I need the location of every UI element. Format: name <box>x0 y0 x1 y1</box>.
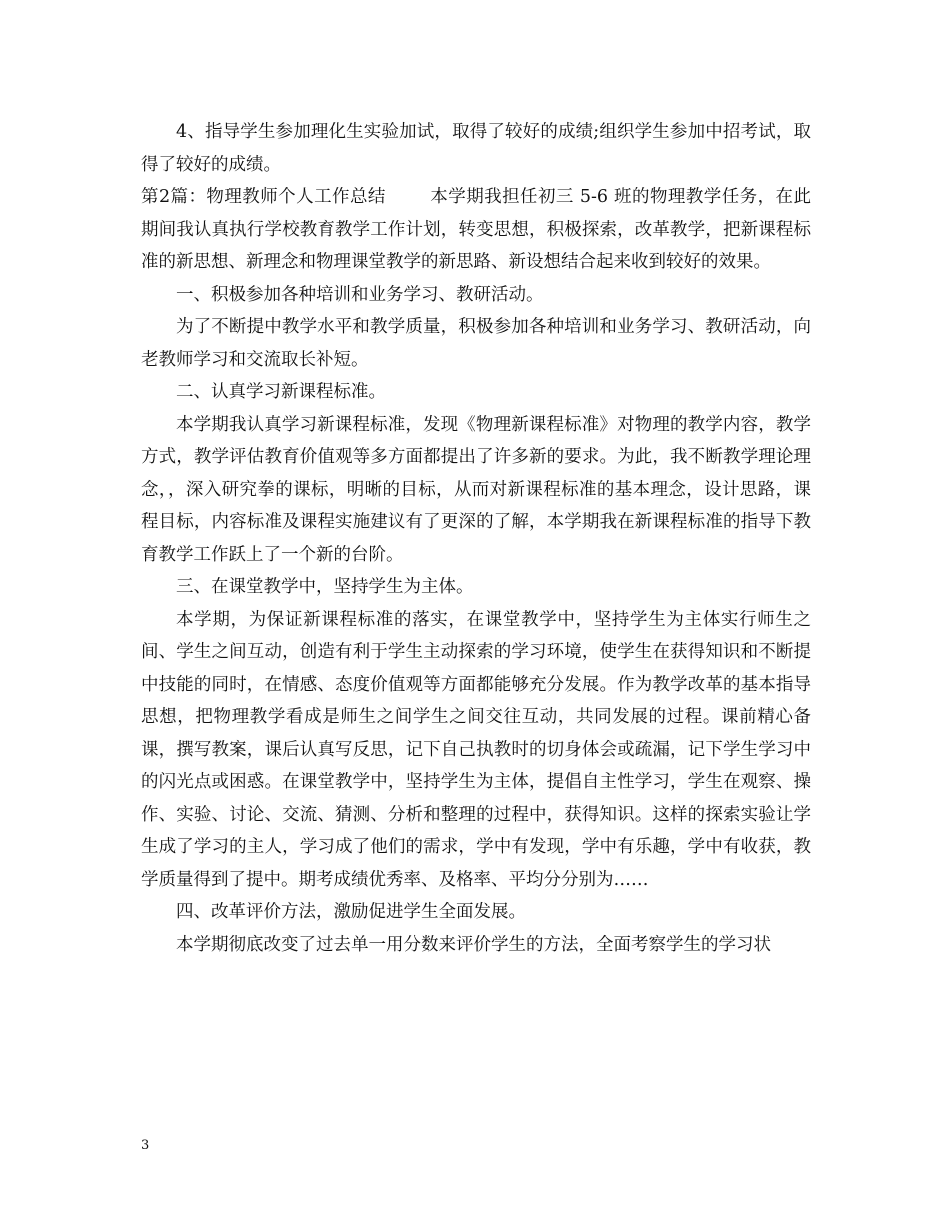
paragraph-curriculum-standard: 本学期我认真学习新课程标准，发现《物理新课程标准》对物理的教学内容，教学方式，教学评估教育价值观等多方面都提出了许多新的要求。为此，我不断教学理论理念，，深入研究拳的课标，明晰的目标，从而对新课程标准的基本理念，设计思路，课程目标，内容标准及课程实施建议有了更深的了解，本学期我在新课程标准的指导下教育教学工作跃上了一个新的台阶。 <box>141 414 811 565</box>
article-heading: 第2篇：物理教师个人工作总结 <box>141 187 386 207</box>
paragraph-experiment-results: 4、指导学生参加理化生实验加试，取得了较好的成绩;组织学生参加中招考试，取得了较好的成绩。 <box>141 122 811 175</box>
paragraph-classroom-teaching: 本学期，为保证新课程标准的落实，在课堂教学中，坚持学生为主体实行师生之间、学生之间互动，创造有利于学生主动探索的学习环境，使学生在获得知识和不断提中技能的同时，在情感、态度价值观等方面都能够充分发展。作为教学改革的基本指导思想，把物理教学看成是师生之间学生之间交往互动，共同发展的过程。课前精心备课，撰写教案，课后认真写反思，记下自己执教时的切身体会或疏漏，记下学生学习中的闪光点或困惑。在课堂教学中，坚持学生为主体，提倡自主性学习，学生在观察、操作、实验、讨论、交流、猜测、分析和整理的过程中，获得知识。这样的探索实验让学生成了学习的主人，学习成了他们的需求，学中有发现，学中有乐趣，学中有收获，教学质量得到了提中。期考成绩优秀率、及格率、平均分分别为…… <box>141 609 811 890</box>
article-intro-text: 本学期我担任初三 5-6 班的物理教学任务，在此期间我认真执行学校教育教学工作计划，转变思想，积极探索，改革教学，把新课程标准的新思想、新理念和物理课堂教学的新思路、新设想结合起来收到较好的效果。 <box>141 187 811 272</box>
section-heading-2: 二、认真学习新课程标准。 <box>176 382 386 402</box>
page-number: 3 <box>141 1138 150 1153</box>
paragraph-evaluation: 本学期彻底改变了过去单一用分数来评价学生的方法，全面考察学生的学习状 <box>176 934 771 955</box>
document-body <box>141 116 811 961</box>
section-heading-3: 三、在课堂教学中，坚持学生为主体。 <box>176 577 474 597</box>
paragraph-article-2-intro <box>141 181 811 279</box>
section-heading-1: 一、积极参加各种培训和业务学习、教研活动。 <box>176 284 544 305</box>
section-heading-4: 四、改革评价方法，激励促进学生全面发展。 <box>176 902 526 922</box>
paragraph-training: 为了不断提中教学水平和教学质量，积极参加各种培训和业务学习、教研活动，向老教师学习和交流取长补短。 <box>141 317 811 370</box>
